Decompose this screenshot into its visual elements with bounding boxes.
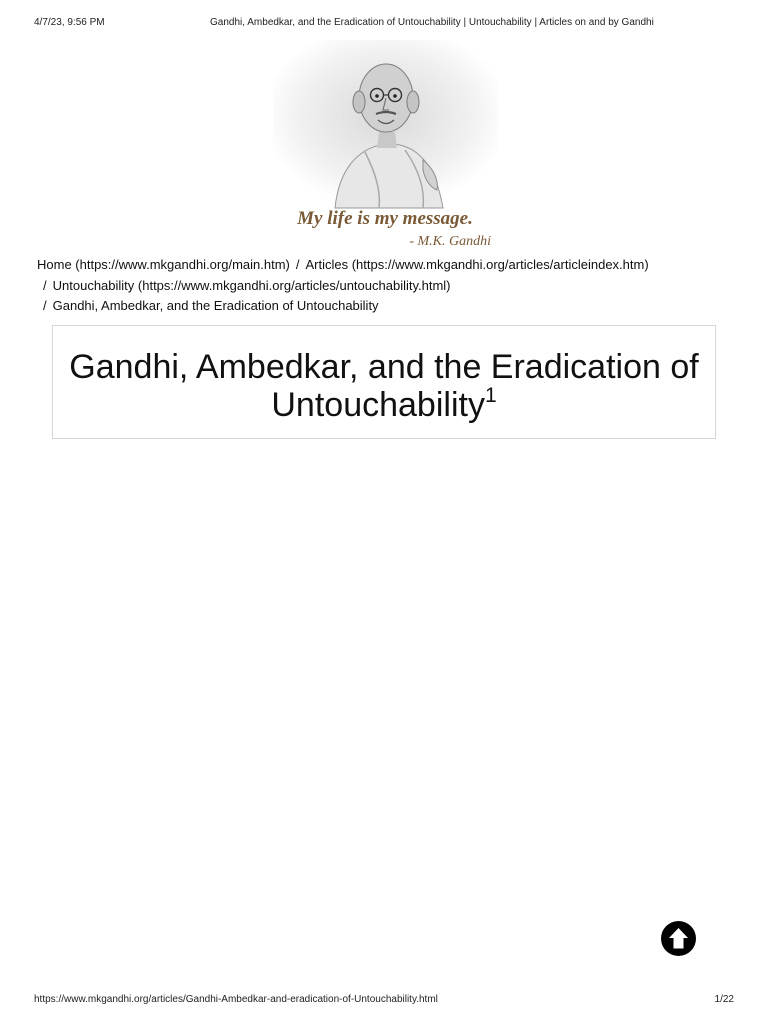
print-url: https://www.mkgandhi.org/articles/Gandhi-Ambedkar-and-eradication-of-Untouchability.html bbox=[34, 994, 438, 1005]
breadcrumb-item-untouchability[interactable]: Untouchability (https://www.mkgandhi.org/articles/untouchability.html) bbox=[52, 277, 451, 293]
breadcrumb bbox=[37, 255, 737, 317]
scroll-to-top-button[interactable] bbox=[661, 921, 696, 956]
print-doc-title: Gandhi, Ambedkar, and the Eradication of Untouchability | Untouchability | Articles on and by Gandhi bbox=[210, 17, 654, 28]
breadcrumb-line-3 bbox=[37, 296, 737, 317]
article-title-box bbox=[52, 325, 716, 439]
gandhi-portrait-icon bbox=[273, 40, 498, 252]
arrow-up-circle-icon bbox=[661, 921, 696, 956]
print-header bbox=[34, 17, 734, 31]
footnote-ref-link[interactable]: 1 bbox=[484, 384, 497, 407]
hero-quote: My life is my message. bbox=[297, 208, 473, 229]
breadcrumb-item-articles[interactable]: Articles (https://www.mkgandhi.org/articles/articleindex.htm) bbox=[305, 257, 649, 272]
breadcrumb-separator: / bbox=[43, 277, 47, 293]
hero-banner bbox=[273, 40, 498, 252]
breadcrumb-item-current: Gandhi, Ambedkar, and the Eradication of Untouchability bbox=[52, 298, 379, 313]
breadcrumb-separator: / bbox=[43, 298, 47, 313]
page-title bbox=[53, 326, 715, 424]
print-date: 4/7/23, 9:56 PM bbox=[34, 17, 105, 28]
breadcrumb-line-1 bbox=[37, 255, 737, 276]
print-footer bbox=[34, 994, 734, 1008]
page-title-text: Gandhi, Ambedkar, and the Eradication of Untouchability bbox=[69, 348, 699, 424]
breadcrumb-line-2 bbox=[37, 276, 737, 297]
breadcrumb-item-home[interactable]: Home (https://www.mkgandhi.org/main.htm) bbox=[37, 257, 290, 272]
hero-attribution: - M.K. Gandhi bbox=[409, 234, 491, 249]
print-page-number: 1/22 bbox=[714, 994, 734, 1005]
breadcrumb-separator: / bbox=[295, 257, 300, 272]
